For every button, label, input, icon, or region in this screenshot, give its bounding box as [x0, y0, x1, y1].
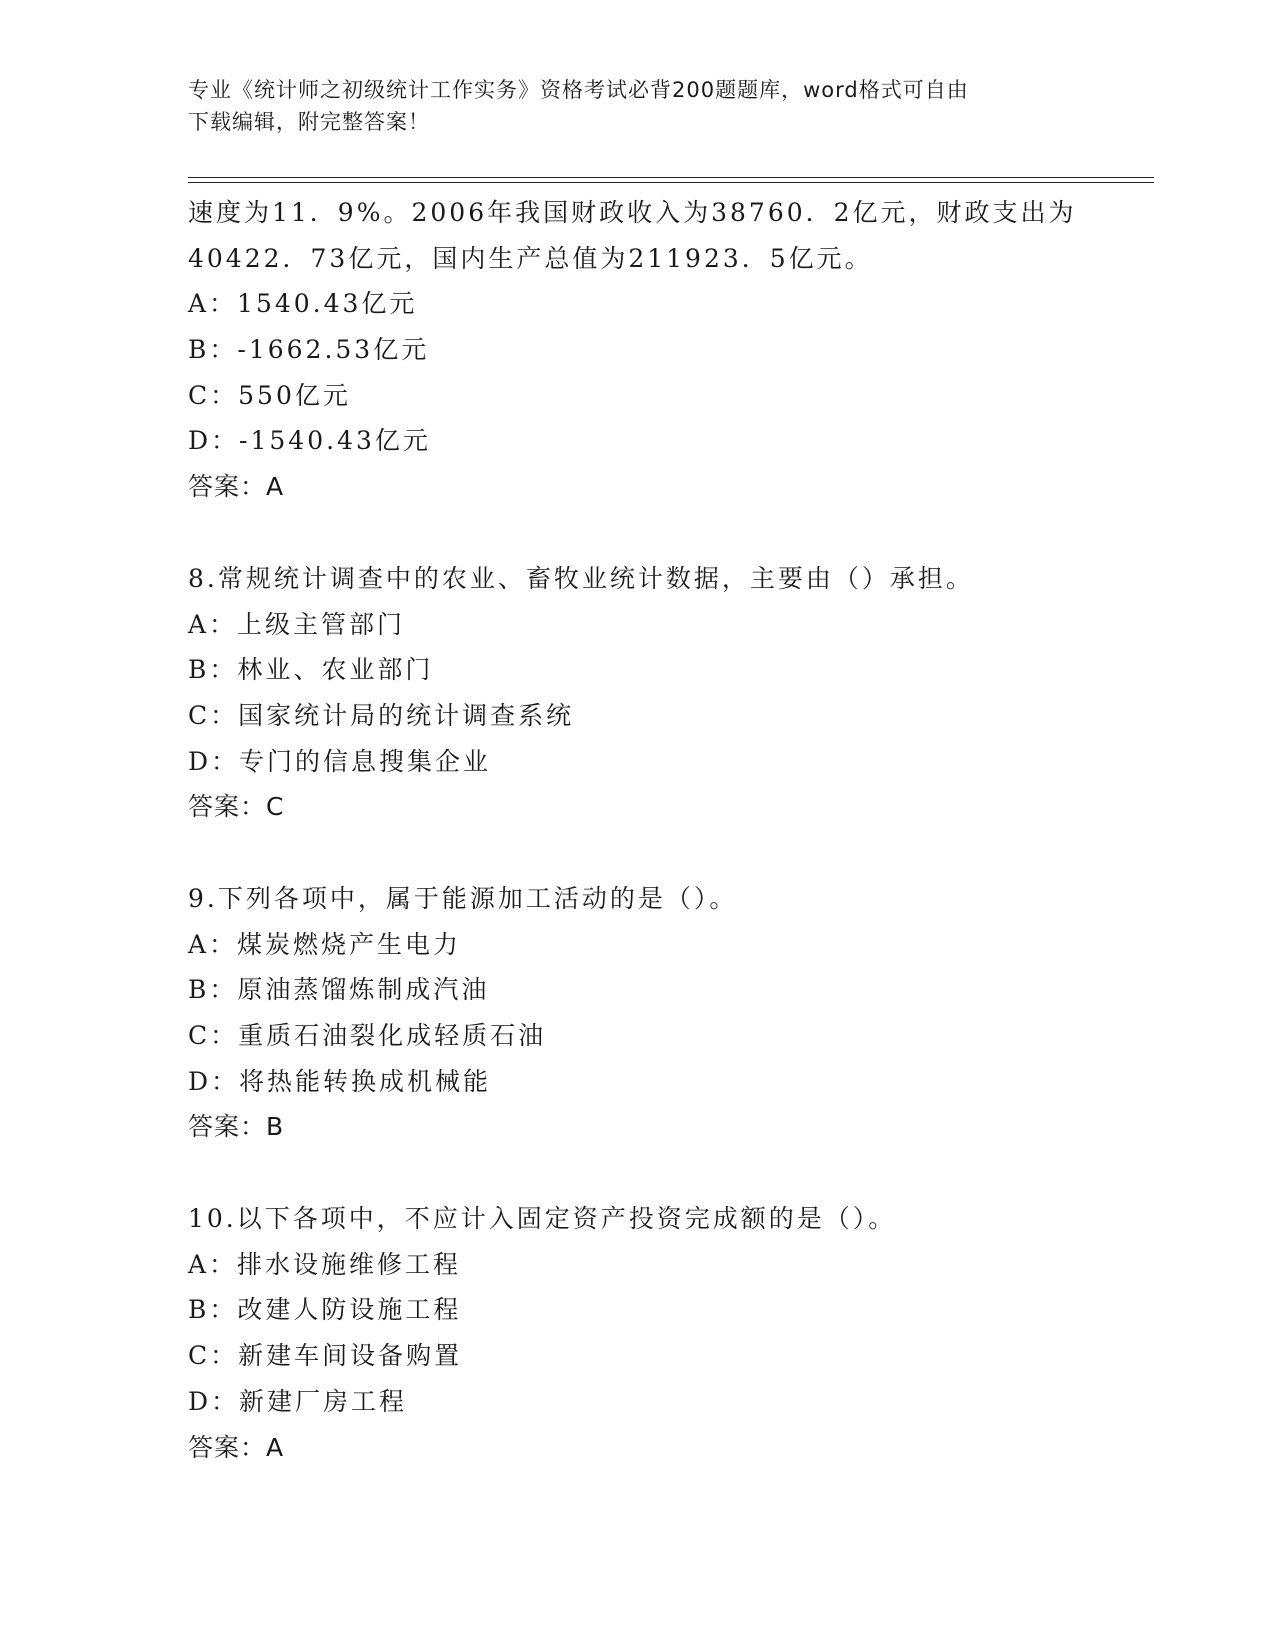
option-b: B：-1662.53亿元 — [188, 335, 430, 365]
question-stem: 9.下列各项中，属于能源加工活动的是（）。 — [188, 883, 738, 913]
header-divider-top — [188, 177, 1154, 178]
answer: 答案：B — [188, 1112, 285, 1142]
option-a: A：煤炭燃烧产生电力 — [188, 929, 462, 959]
option-d: D：将热能转换成机械能 — [188, 1066, 492, 1096]
option-b: B：改建人防设施工程 — [188, 1295, 462, 1325]
document-header — [188, 74, 1088, 138]
spacer — [188, 1150, 1148, 1196]
header-divider-bottom — [188, 182, 1154, 183]
question-9 — [188, 876, 1148, 1150]
answer: 答案：A — [188, 472, 285, 502]
header-line-1: 专业《统计师之初级统计工作实务》资格考试必背200题题库，word格式可自由 — [188, 78, 969, 102]
answer: 答案：C — [188, 792, 285, 822]
question-7-continuation — [188, 190, 1148, 510]
option-c: C：国家统计局的统计调查系统 — [188, 700, 575, 730]
question-stem-line: 40422．73亿元，国内生产总值为211923．5亿元。 — [188, 243, 873, 273]
option-a: A：1540.43亿元 — [188, 289, 418, 319]
answer: 答案：A — [188, 1432, 285, 1462]
question-stem: 8.常规统计调查中的农业、畜牧业统计数据，主要由（）承担。 — [188, 563, 974, 593]
option-d: D：新建厂房工程 — [188, 1386, 408, 1416]
option-d: D：-1540.43亿元 — [188, 426, 431, 456]
question-10 — [188, 1196, 1148, 1470]
spacer — [188, 830, 1148, 876]
option-c: C：新建车间设备购置 — [188, 1341, 463, 1371]
option-a: A：上级主管部门 — [188, 609, 406, 639]
question-8 — [188, 556, 1148, 830]
option-c: C：重质石油裂化成轻质石油 — [188, 1021, 547, 1050]
header-line-2: 下载编辑，附完整答案！ — [188, 110, 430, 134]
option-d: D：专门的信息搜集企业 — [188, 746, 492, 776]
spacer — [188, 510, 1148, 556]
option-b: B：原油蒸馏炼制成汽油 — [188, 975, 490, 1005]
question-stem-line: 速度为11．9%。2006年我国财政收入为38760．2亿元，财政支出为 — [188, 198, 1077, 227]
option-a: A：排水设施维修工程 — [188, 1249, 462, 1279]
option-c: C：550亿元 — [188, 380, 351, 410]
question-stem: 10.以下各项中，不应计入固定资产投资完成额的是（）。 — [188, 1204, 897, 1234]
option-b: B：林业、农业部门 — [188, 655, 434, 685]
document-body — [188, 190, 1148, 1470]
